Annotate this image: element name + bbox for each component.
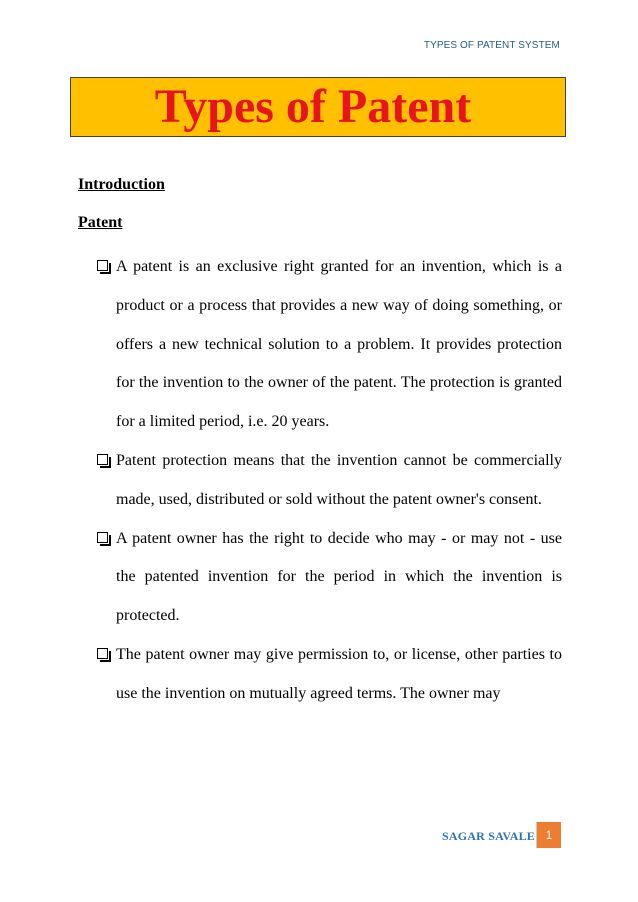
list-item [97, 520, 562, 636]
bullet-list [97, 248, 562, 714]
list-item [97, 248, 562, 442]
running-header: TYPES OF PATENT SYSTEM [423, 40, 560, 51]
title-banner [70, 77, 566, 137]
bullet-text: A patent is an exclusive right granted for an invention, which is a product or a process that provides a new way of doing something, or offers a new technical solution to a problem. It provides protection for the invention to the owner of the patent. The protection is granted for a limited period, i.e. 20 years. [116, 258, 562, 431]
introduction-heading: Introduction [78, 176, 165, 193]
square-bullet-icon [97, 260, 108, 271]
list-item [97, 442, 562, 520]
square-bullet-icon [97, 648, 108, 659]
bullet-text: A patent owner has the right to decide who may - or may not - use the patented invention for the period in which the invention is protected. [116, 529, 562, 625]
square-bullet-icon [97, 454, 108, 465]
page-number-badge: 1 [537, 822, 561, 848]
footer-author: SAGAR SAVALE [442, 829, 535, 843]
patent-heading: Patent [78, 214, 123, 231]
bullet-text: Patent protection means that the invention cannot be commercially made, used, distributed or sold without the patent owner's consent. [116, 451, 562, 508]
square-bullet-icon [97, 532, 108, 543]
list-item [97, 636, 562, 714]
bullet-text: The patent owner may give permission to, or license, other parties to use the invention on mutually agreed terms. The owner may [116, 645, 562, 702]
document-title: Types of Patent [154, 80, 472, 133]
